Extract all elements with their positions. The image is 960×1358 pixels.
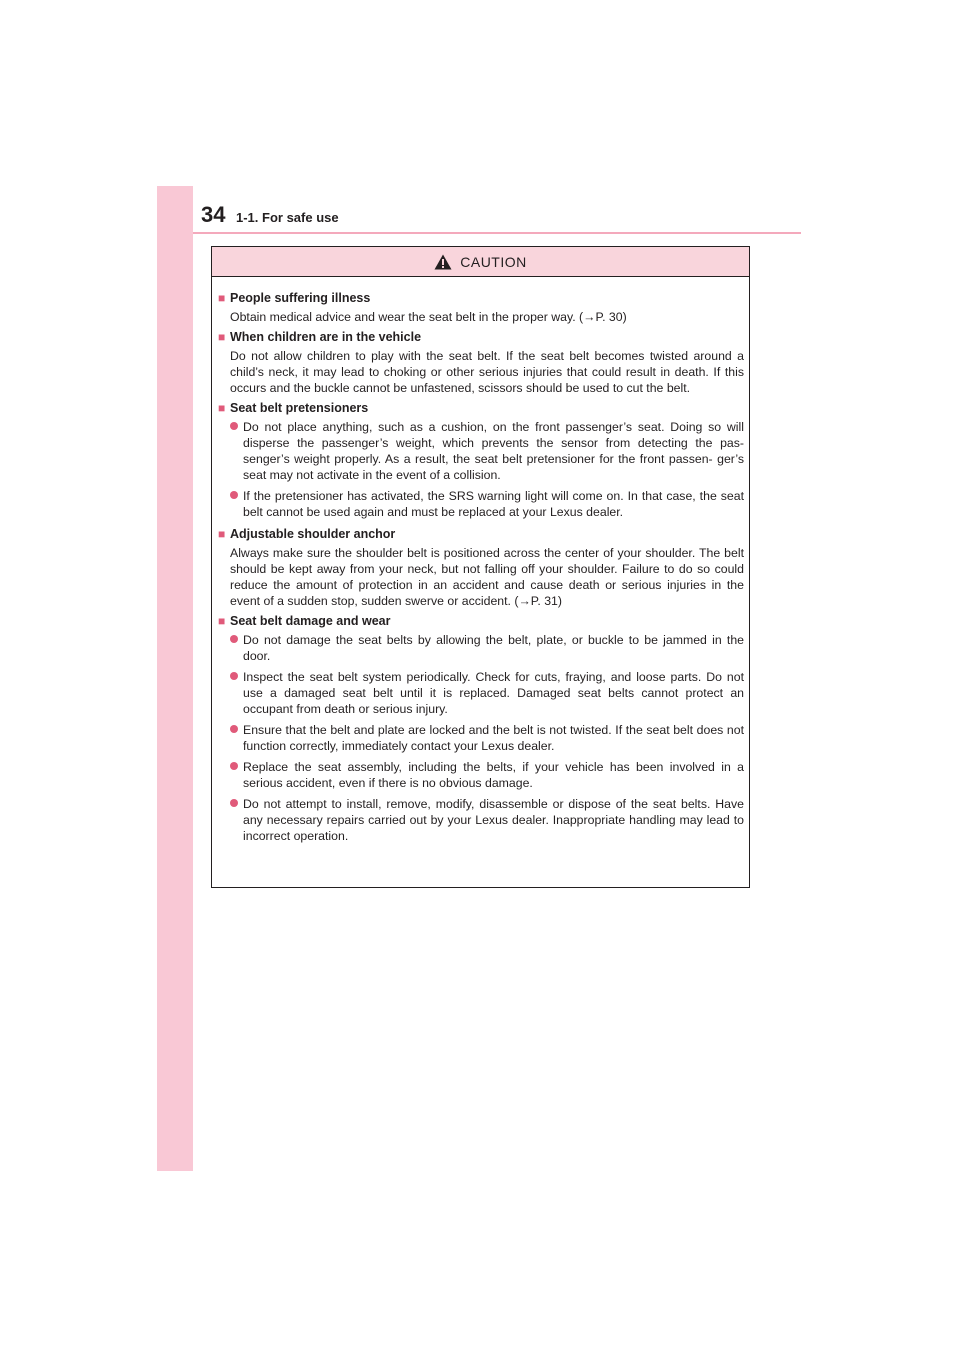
- bullet-item: [230, 722, 744, 754]
- warning-triangle-icon: [434, 254, 452, 270]
- bullet-item: [230, 488, 744, 520]
- bullet-item: [230, 759, 744, 791]
- square-bullet-icon: ■: [218, 614, 226, 628]
- section-heading: [218, 328, 744, 346]
- round-bullet-icon: [230, 725, 238, 733]
- bullet-item: [230, 632, 744, 664]
- caution-header: [212, 247, 749, 277]
- bullet-text: Do not damage the seat belts by allowing the belt, plate, or buckle to be jammed in the door.: [243, 633, 744, 663]
- caution-box: [211, 246, 750, 888]
- bullet-text: Do not attempt to install, remove, modify, disassemble or dispose of the seat belts. Have any necessary repairs carried out by your Lexus dealer. Inappropriate handling may lead to incorrect operation.: [243, 797, 744, 843]
- section-paragraph: Do not allow children to play with the seat belt. If the seat belt becomes twisted around a child’s neck, it may lead to choking or other serious injuries that could result in death. If this occurs and the buckle cannot be unfastened, scissors should be used to cut the belt.: [230, 349, 744, 395]
- square-bullet-icon: ■: [218, 527, 226, 541]
- section-paragraph: Always make sure the shoulder belt is positioned across the center of your shoulder. The belt should be kept away from your neck, but not falling off your shoulder. Failure to do so could reduce the amount of protection in an accident and cause death or serious injuries in the event of a sudden stop, sudden swerve or accident. (→P. 31): [230, 546, 744, 608]
- square-bullet-icon: ■: [218, 291, 226, 305]
- section-title: 1-1. For safe use: [236, 210, 339, 225]
- caution-label: CAUTION: [460, 253, 527, 270]
- round-bullet-icon: [230, 672, 238, 680]
- section-heading-text: Adjustable shoulder anchor: [230, 527, 396, 541]
- round-bullet-icon: [230, 635, 238, 643]
- caution-body: [212, 277, 749, 844]
- bullet-text: Do not place anything, such as a cushion, on the front passenger’s seat. Doing so will disperse the passenger’s weight, which prevents the sensor from detecting the pas- senger’s weight properly. As a result, the seat belt pretensioner for the front passen- ger’s seat may not activate in the event of a collision.: [243, 420, 744, 482]
- section-heading: [218, 289, 744, 307]
- square-bullet-icon: ■: [218, 330, 226, 344]
- section-heading-text: When children are in the vehicle: [230, 330, 422, 344]
- square-bullet-icon: ■: [218, 401, 226, 415]
- bullet-text: Ensure that the belt and plate are locked and the belt is not twisted. If the seat belt does not function correctly, immediately contact your Lexus dealer.: [243, 723, 744, 753]
- section-heading-text: People suffering illness: [230, 291, 371, 305]
- bullet-text: Inspect the seat belt system periodically. Check for cuts, fraying, and loose parts. Do not use a damaged seat belt until it is replaced. Damaged seat belts cannot protect an occupant from death or serious injury.: [243, 670, 744, 716]
- section-heading-text: Seat belt pretensioners: [230, 401, 369, 415]
- section-heading-text: Seat belt damage and wear: [230, 614, 391, 628]
- caution-section: [218, 399, 744, 520]
- bullet-item: [230, 419, 744, 483]
- caution-section: [218, 289, 744, 325]
- bullet-item: [230, 796, 744, 844]
- section-heading: [218, 612, 744, 630]
- header-rule: [193, 232, 801, 234]
- bullet-text: Replace the seat assembly, including the belts, if your vehicle has been involved in a serious accident, even if there is no obvious damage.: [243, 760, 744, 790]
- caution-section: [218, 612, 744, 844]
- bullet-item: [230, 669, 744, 717]
- page-number: 34: [201, 202, 226, 227]
- section-heading: [218, 525, 744, 543]
- section-heading: [218, 399, 744, 417]
- section-paragraph: Obtain medical advice and wear the seat belt in the proper way. (→P. 30): [230, 310, 627, 324]
- round-bullet-icon: [230, 799, 238, 807]
- caution-section: [218, 328, 744, 396]
- caution-section: [218, 525, 744, 609]
- side-tab-band: [157, 186, 193, 1171]
- bullet-text: If the pretensioner has activated, the SRS warning light will come on. In that case, the seat belt cannot be used again and must be replaced at your Lexus dealer.: [243, 489, 744, 519]
- round-bullet-icon: [230, 491, 238, 499]
- round-bullet-icon: [230, 762, 238, 770]
- round-bullet-icon: [230, 422, 238, 430]
